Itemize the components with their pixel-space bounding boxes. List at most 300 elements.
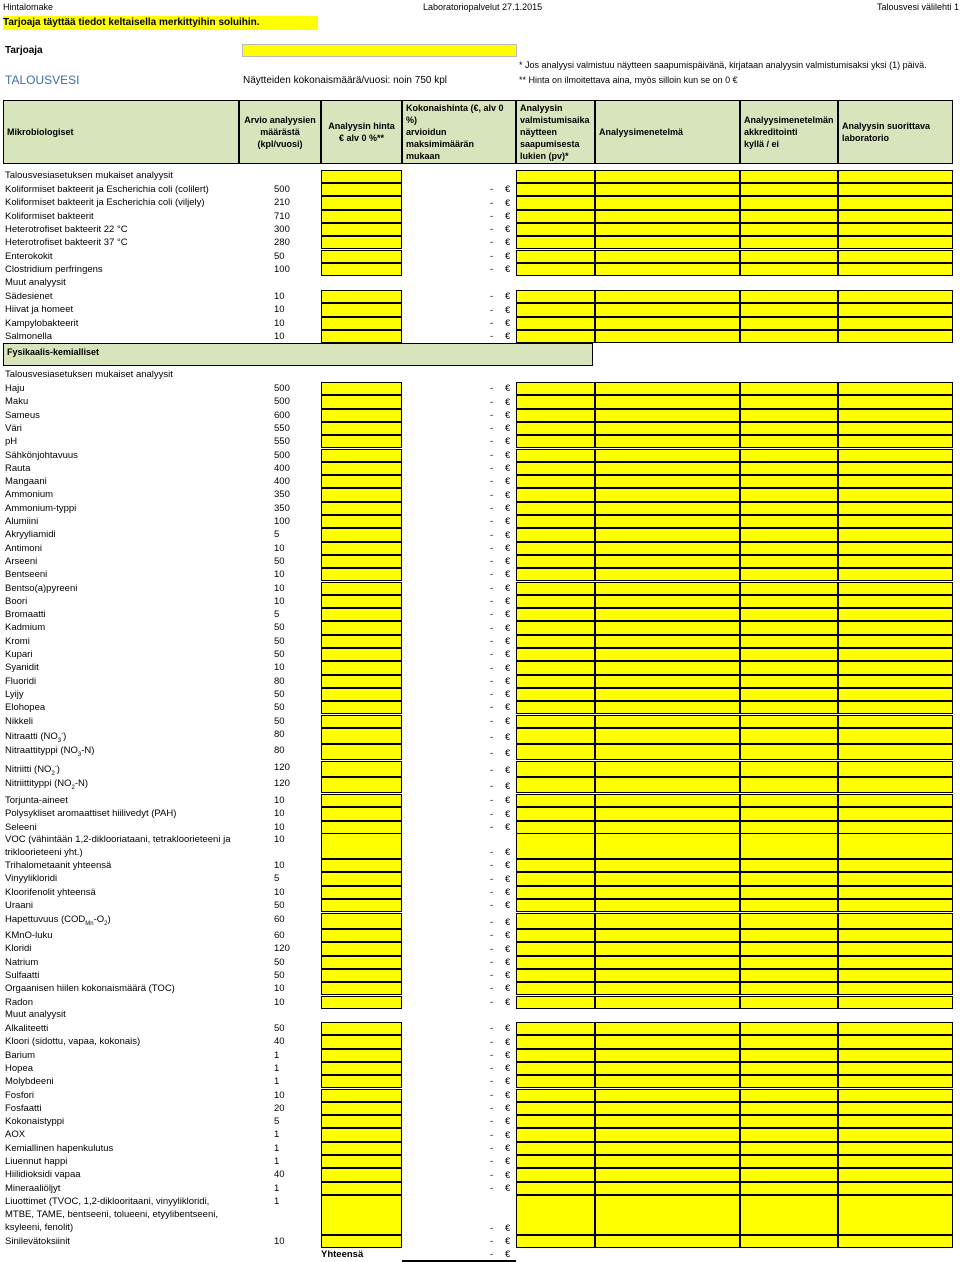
input-cell[interactable] [321,833,402,859]
input-cell[interactable] [321,449,402,462]
input-cell[interactable] [595,568,740,581]
input-cell[interactable] [321,528,402,541]
input-cell[interactable] [838,330,953,343]
input-cell[interactable] [740,833,838,859]
input-cell[interactable] [740,210,838,223]
input-cell[interactable] [595,1102,740,1115]
input-cell[interactable] [740,515,838,528]
input-cell[interactable] [838,688,953,701]
input-cell[interactable] [740,929,838,942]
input-cell[interactable] [321,648,402,661]
input-cell[interactable] [595,833,740,859]
input-cell[interactable] [321,635,402,648]
input-cell[interactable] [838,568,953,581]
input-cell[interactable] [838,1235,953,1248]
input-cell[interactable] [516,1115,595,1128]
input-cell[interactable] [838,1102,953,1115]
input-cell[interactable] [516,635,595,648]
input-cell[interactable] [595,1089,740,1102]
input-cell[interactable] [516,290,595,303]
input-cell[interactable] [838,872,953,885]
input-cell[interactable] [321,1115,402,1128]
input-cell[interactable] [838,1195,953,1235]
input-cell[interactable] [740,317,838,330]
input-cell[interactable] [595,913,740,929]
input-cell[interactable] [516,449,595,462]
input-cell[interactable] [838,956,953,969]
input-cell[interactable] [321,913,402,929]
input-cell[interactable] [838,210,953,223]
input-cell[interactable] [516,250,595,263]
input-cell[interactable] [595,595,740,608]
input-cell[interactable] [516,595,595,608]
input-cell[interactable] [516,969,595,982]
input-cell[interactable] [838,1155,953,1168]
input-cell[interactable] [321,290,402,303]
input-cell[interactable] [740,170,838,183]
input-cell[interactable] [740,409,838,422]
input-cell[interactable] [595,422,740,435]
input-cell[interactable] [321,1235,402,1248]
input-cell[interactable] [595,969,740,982]
input-cell[interactable] [595,1062,740,1075]
input-cell[interactable] [838,1182,953,1195]
input-cell[interactable] [740,956,838,969]
input-cell[interactable] [838,1089,953,1102]
input-cell[interactable] [516,728,595,744]
input-cell[interactable] [321,821,402,834]
input-cell[interactable] [595,409,740,422]
input-cell[interactable] [740,236,838,249]
input-cell[interactable] [838,462,953,475]
input-cell[interactable] [740,688,838,701]
input-cell[interactable] [321,303,402,316]
input-cell[interactable] [516,1235,595,1248]
input-cell[interactable] [321,996,402,1009]
input-cell[interactable] [516,996,595,1009]
input-cell[interactable] [595,435,740,448]
input-cell[interactable] [838,648,953,661]
input-cell[interactable] [838,542,953,555]
input-cell[interactable] [516,648,595,661]
input-cell[interactable] [595,488,740,501]
input-cell[interactable] [838,488,953,501]
input-cell[interactable] [516,956,595,969]
input-cell[interactable] [838,982,953,995]
input-cell[interactable] [740,701,838,714]
input-cell[interactable] [516,196,595,209]
input-cell[interactable] [321,899,402,912]
input-cell[interactable] [516,1062,595,1075]
input-cell[interactable] [516,1155,595,1168]
input-cell[interactable] [838,382,953,395]
input-cell[interactable] [516,821,595,834]
input-cell[interactable] [595,1049,740,1062]
input-cell[interactable] [516,688,595,701]
input-cell[interactable] [516,183,595,196]
input-cell[interactable] [321,1195,402,1235]
input-cell[interactable] [321,250,402,263]
input-cell[interactable] [838,555,953,568]
input-cell[interactable] [321,621,402,634]
input-cell[interactable] [595,661,740,674]
input-cell[interactable] [740,462,838,475]
input-cell[interactable] [321,395,402,408]
input-cell[interactable] [740,502,838,515]
input-cell[interactable] [740,250,838,263]
input-cell[interactable] [838,515,953,528]
input-cell[interactable] [516,263,595,276]
input-cell[interactable] [838,1062,953,1075]
input-cell[interactable] [595,1075,740,1088]
input-cell[interactable] [321,608,402,621]
input-cell[interactable] [321,555,402,568]
input-cell[interactable] [595,728,740,744]
input-cell[interactable] [595,542,740,555]
input-cell[interactable] [595,621,740,634]
input-cell[interactable] [595,635,740,648]
input-cell[interactable] [516,422,595,435]
input-cell[interactable] [595,515,740,528]
input-cell[interactable] [740,913,838,929]
input-cell[interactable] [740,1062,838,1075]
input-cell[interactable] [740,1195,838,1235]
input-cell[interactable] [740,1075,838,1088]
input-cell[interactable] [516,982,595,995]
input-cell[interactable] [595,701,740,714]
input-cell[interactable] [516,1182,595,1195]
input-cell[interactable] [595,1195,740,1235]
input-cell[interactable] [838,196,953,209]
input-cell[interactable] [595,263,740,276]
input-cell[interactable] [838,170,953,183]
input-cell[interactable] [740,1115,838,1128]
input-cell[interactable] [740,330,838,343]
input-cell[interactable] [516,488,595,501]
input-cell[interactable] [516,542,595,555]
input-cell[interactable] [321,475,402,488]
input-cell[interactable] [595,382,740,395]
input-cell[interactable] [321,982,402,995]
input-cell[interactable] [838,969,953,982]
input-cell[interactable] [838,886,953,899]
input-cell[interactable] [321,872,402,885]
input-cell[interactable] [321,715,402,728]
input-cell[interactable] [838,807,953,820]
input-cell[interactable] [740,675,838,688]
input-cell[interactable] [516,330,595,343]
input-cell[interactable] [740,555,838,568]
input-cell[interactable] [595,582,740,595]
input-cell[interactable] [516,744,595,760]
input-cell[interactable] [740,449,838,462]
input-cell[interactable] [838,250,953,263]
input-cell[interactable] [838,502,953,515]
input-cell[interactable] [740,1142,838,1155]
input-cell[interactable] [516,661,595,674]
input-cell[interactable] [321,956,402,969]
input-cell[interactable] [595,1142,740,1155]
input-cell[interactable] [516,777,595,793]
input-cell[interactable] [516,1102,595,1115]
tarjoaja-input[interactable] [242,44,517,57]
input-cell[interactable] [516,1035,595,1048]
input-cell[interactable] [516,462,595,475]
input-cell[interactable] [740,899,838,912]
input-cell[interactable] [838,996,953,1009]
input-cell[interactable] [740,1022,838,1035]
input-cell[interactable] [516,1168,595,1181]
input-cell[interactable] [321,330,402,343]
input-cell[interactable] [595,859,740,872]
input-cell[interactable] [595,777,740,793]
input-cell[interactable] [740,183,838,196]
input-cell[interactable] [838,223,953,236]
input-cell[interactable] [838,582,953,595]
input-cell[interactable] [321,942,402,955]
input-cell[interactable] [516,942,595,955]
input-cell[interactable] [740,859,838,872]
input-cell[interactable] [740,661,838,674]
input-cell[interactable] [321,728,402,744]
input-cell[interactable] [838,475,953,488]
input-cell[interactable] [595,794,740,807]
input-cell[interactable] [321,568,402,581]
input-cell[interactable] [516,675,595,688]
input-cell[interactable] [740,223,838,236]
input-cell[interactable] [321,1102,402,1115]
input-cell[interactable] [740,542,838,555]
input-cell[interactable] [740,886,838,899]
input-cell[interactable] [595,1128,740,1141]
input-cell[interactable] [321,515,402,528]
input-cell[interactable] [838,913,953,929]
input-cell[interactable] [838,1022,953,1035]
input-cell[interactable] [595,196,740,209]
input-cell[interactable] [740,821,838,834]
input-cell[interactable] [740,1128,838,1141]
input-cell[interactable] [740,1089,838,1102]
input-cell[interactable] [595,303,740,316]
input-cell[interactable] [838,435,953,448]
input-cell[interactable] [740,568,838,581]
input-cell[interactable] [516,170,595,183]
input-cell[interactable] [516,1049,595,1062]
input-cell[interactable] [321,777,402,793]
input-cell[interactable] [595,821,740,834]
input-cell[interactable] [516,1195,595,1235]
input-cell[interactable] [740,1235,838,1248]
input-cell[interactable] [740,777,838,793]
input-cell[interactable] [740,1035,838,1048]
input-cell[interactable] [838,821,953,834]
input-cell[interactable] [595,250,740,263]
input-cell[interactable] [321,1155,402,1168]
input-cell[interactable] [740,761,838,777]
input-cell[interactable] [595,1022,740,1035]
input-cell[interactable] [516,833,595,859]
input-cell[interactable] [516,886,595,899]
input-cell[interactable] [321,1075,402,1088]
input-cell[interactable] [516,1128,595,1141]
input-cell[interactable] [740,996,838,1009]
input-cell[interactable] [740,744,838,760]
input-cell[interactable] [321,263,402,276]
input-cell[interactable] [516,913,595,929]
input-cell[interactable] [321,1168,402,1181]
input-cell[interactable] [740,196,838,209]
input-cell[interactable] [516,223,595,236]
input-cell[interactable] [516,582,595,595]
input-cell[interactable] [740,1049,838,1062]
input-cell[interactable] [838,183,953,196]
input-cell[interactable] [321,807,402,820]
input-cell[interactable] [838,608,953,621]
input-cell[interactable] [595,1235,740,1248]
input-cell[interactable] [740,422,838,435]
input-cell[interactable] [838,942,953,955]
input-cell[interactable] [516,1089,595,1102]
input-cell[interactable] [595,688,740,701]
input-cell[interactable] [740,982,838,995]
input-cell[interactable] [516,715,595,728]
input-cell[interactable] [516,794,595,807]
input-cell[interactable] [838,528,953,541]
input-cell[interactable] [516,807,595,820]
input-cell[interactable] [740,395,838,408]
input-cell[interactable] [516,395,595,408]
input-cell[interactable] [595,675,740,688]
input-cell[interactable] [740,303,838,316]
input-cell[interactable] [321,1049,402,1062]
input-cell[interactable] [321,969,402,982]
input-cell[interactable] [595,528,740,541]
input-cell[interactable] [321,223,402,236]
input-cell[interactable] [595,744,740,760]
input-cell[interactable] [740,608,838,621]
input-cell[interactable] [838,236,953,249]
input-cell[interactable] [321,675,402,688]
input-cell[interactable] [740,715,838,728]
input-cell[interactable] [595,982,740,995]
input-cell[interactable] [838,409,953,422]
input-cell[interactable] [740,595,838,608]
input-cell[interactable] [838,595,953,608]
input-cell[interactable] [321,761,402,777]
input-cell[interactable] [740,263,838,276]
input-cell[interactable] [595,317,740,330]
input-cell[interactable] [516,528,595,541]
input-cell[interactable] [838,715,953,728]
input-cell[interactable] [516,382,595,395]
input-cell[interactable] [321,542,402,555]
input-cell[interactable] [516,303,595,316]
input-cell[interactable] [321,582,402,595]
input-cell[interactable] [595,449,740,462]
input-cell[interactable] [740,435,838,448]
input-cell[interactable] [516,1142,595,1155]
input-cell[interactable] [595,1155,740,1168]
input-cell[interactable] [740,794,838,807]
input-cell[interactable] [838,303,953,316]
input-cell[interactable] [838,635,953,648]
input-cell[interactable] [516,502,595,515]
input-cell[interactable] [321,502,402,515]
input-cell[interactable] [595,929,740,942]
input-cell[interactable] [321,488,402,501]
input-cell[interactable] [740,872,838,885]
input-cell[interactable] [595,555,740,568]
input-cell[interactable] [838,263,953,276]
input-cell[interactable] [838,1075,953,1088]
input-cell[interactable] [516,555,595,568]
input-cell[interactable] [321,435,402,448]
input-cell[interactable] [838,621,953,634]
input-cell[interactable] [595,223,740,236]
input-cell[interactable] [740,621,838,634]
input-cell[interactable] [595,608,740,621]
input-cell[interactable] [321,744,402,760]
input-cell[interactable] [516,701,595,714]
input-cell[interactable] [838,449,953,462]
input-cell[interactable] [595,170,740,183]
input-cell[interactable] [321,701,402,714]
input-cell[interactable] [516,210,595,223]
input-cell[interactable] [838,675,953,688]
input-cell[interactable] [838,1128,953,1141]
input-cell[interactable] [321,170,402,183]
input-cell[interactable] [838,728,953,744]
input-cell[interactable] [838,833,953,859]
input-cell[interactable] [516,872,595,885]
input-cell[interactable] [321,183,402,196]
input-cell[interactable] [595,942,740,955]
input-cell[interactable] [740,807,838,820]
input-cell[interactable] [595,236,740,249]
input-cell[interactable] [321,382,402,395]
input-cell[interactable] [595,956,740,969]
input-cell[interactable] [838,317,953,330]
input-cell[interactable] [838,1049,953,1062]
input-cell[interactable] [595,761,740,777]
input-cell[interactable] [321,210,402,223]
input-cell[interactable] [321,1062,402,1075]
input-cell[interactable] [321,929,402,942]
input-cell[interactable] [595,290,740,303]
input-cell[interactable] [516,435,595,448]
input-cell[interactable] [740,382,838,395]
input-cell[interactable] [838,929,953,942]
input-cell[interactable] [321,236,402,249]
input-cell[interactable] [838,701,953,714]
input-cell[interactable] [740,488,838,501]
input-cell[interactable] [516,515,595,528]
input-cell[interactable] [595,462,740,475]
input-cell[interactable] [740,1102,838,1115]
input-cell[interactable] [516,761,595,777]
input-cell[interactable] [595,330,740,343]
input-cell[interactable] [740,648,838,661]
input-cell[interactable] [321,794,402,807]
input-cell[interactable] [838,661,953,674]
input-cell[interactable] [838,1168,953,1181]
input-cell[interactable] [516,475,595,488]
input-cell[interactable] [321,688,402,701]
input-cell[interactable] [838,899,953,912]
input-cell[interactable] [740,1155,838,1168]
input-cell[interactable] [740,290,838,303]
input-cell[interactable] [838,395,953,408]
